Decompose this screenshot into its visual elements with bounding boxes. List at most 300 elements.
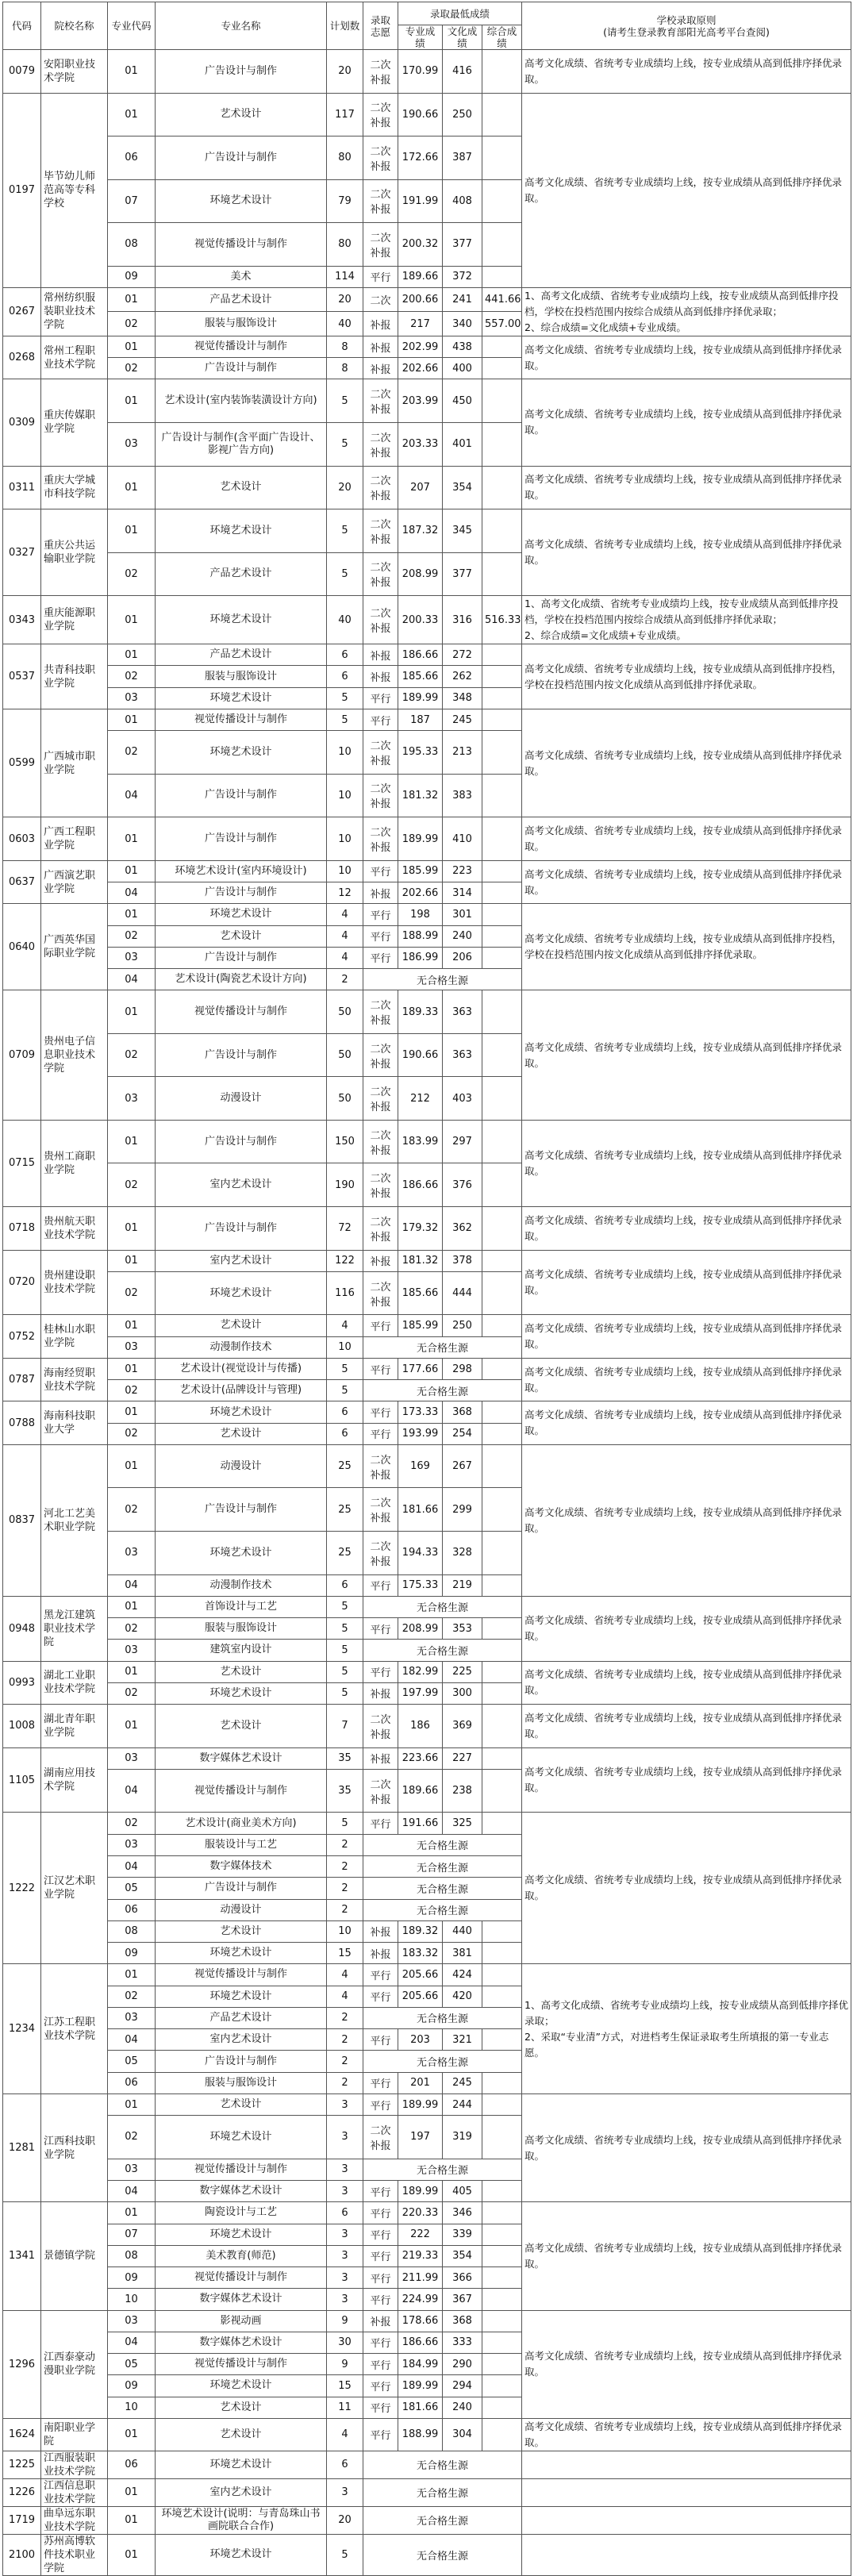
- admission-source: 平行: [363, 1964, 398, 1986]
- plan-count: 15: [327, 1943, 363, 1964]
- professional-score: 181.32: [398, 774, 443, 817]
- major-name: 室内艺术设计: [156, 1163, 327, 1207]
- professional-score: 185.66: [398, 666, 443, 687]
- admission-rule: 高考文化成绩、省统考专业成绩均上线，按专业成绩从高到低排序择优录取。: [522, 1747, 851, 1813]
- composite-score: [482, 2180, 522, 2201]
- cultural-score: 424: [443, 1964, 482, 1986]
- professional-score: 195.33: [398, 731, 443, 775]
- major-name: 环境艺术设计: [156, 1401, 327, 1423]
- professional-score: 188.99: [398, 2418, 443, 2451]
- composite-score: [482, 666, 522, 687]
- major-code: 02: [108, 1813, 156, 1834]
- plan-count: 5: [327, 1358, 363, 1379]
- major-name: 艺术设计: [156, 1661, 327, 1682]
- major-name: 艺术设计: [156, 1705, 327, 1748]
- major-code: 02: [108, 1488, 156, 1532]
- major-code: 04: [108, 2332, 156, 2353]
- plan-count: 2: [327, 2072, 363, 2093]
- admission-source: 平行: [363, 2354, 398, 2375]
- admission-rule: 高考文化成绩、省统考专业成绩均上线，按专业成绩从高到低排序投档，学校在投档范围内按文化成绩从高到低排序择优录取。: [522, 904, 851, 990]
- major-code: 01: [108, 336, 156, 357]
- plan-count: 10: [327, 1336, 363, 1358]
- plan-count: 3: [327, 2245, 363, 2266]
- major-name: 环境艺术设计: [156, 1682, 327, 1704]
- admission-source: 二次补报: [363, 179, 398, 223]
- school-code: 0079: [3, 50, 41, 94]
- major-name: 环境艺术设计: [156, 2116, 327, 2159]
- school-code: 0993: [3, 1661, 41, 1705]
- admission-rule: 1、高考文化成绩、省统考专业成绩均上线，按专业成绩从高到低排序投档，学校在投档范围内按综合成绩从高到低排序择优录取； 2、综合成绩=文化成绩+专业成绩。: [522, 596, 851, 644]
- plan-count: 2: [327, 969, 363, 990]
- major-name: 艺术设计: [156, 2093, 327, 2115]
- table-row: [3, 1661, 851, 1682]
- composite-score: [482, 990, 522, 1034]
- school-code: 1008: [3, 1705, 41, 1748]
- plan-count: 20: [327, 287, 363, 312]
- header-cultural: 文化成绩: [443, 25, 482, 50]
- composite-score: [482, 1964, 522, 1986]
- major-code: 02: [108, 1163, 156, 1207]
- table-row: [3, 2478, 851, 2506]
- major-code: 02: [108, 925, 156, 947]
- professional-score: 169: [398, 1444, 443, 1488]
- composite-score: [482, 1920, 522, 1942]
- composite-score: [482, 1423, 522, 1444]
- composite-score: [482, 817, 522, 861]
- major-code: 03: [108, 422, 156, 466]
- admission-source: 二次补报: [363, 1532, 398, 1575]
- table-row: [3, 2418, 851, 2451]
- header-code: 代码: [3, 2, 41, 50]
- table-row: [3, 1207, 851, 1251]
- admission-source: 平行: [363, 1315, 398, 1336]
- professional-score: 186.66: [398, 1163, 443, 1207]
- school-name: 苏州高博软件技术职业学院: [41, 2534, 108, 2575]
- cultural-score: 340: [443, 312, 482, 336]
- major-name: 数字媒体艺术设计: [156, 2332, 327, 2353]
- plan-count: 10: [327, 1920, 363, 1942]
- major-code: 02: [108, 1423, 156, 1444]
- school-name: 重庆公共运输职业学院: [41, 509, 108, 596]
- plan-count: 20: [327, 466, 363, 509]
- composite-score: [482, 1574, 522, 1596]
- plan-count: 116: [327, 1271, 363, 1315]
- plan-count: 6: [327, 2451, 363, 2478]
- professional-score: 198: [398, 904, 443, 925]
- admission-source: 平行: [363, 2245, 398, 2266]
- composite-score: [482, 1769, 522, 1813]
- composite-score: [482, 2418, 522, 2451]
- professional-score: 193.99: [398, 1423, 443, 1444]
- composite-score: [482, 552, 522, 596]
- plan-count: 3: [327, 2093, 363, 2115]
- composite-score: [482, 925, 522, 947]
- school-name: 贵州电子信息职业技术学院: [41, 990, 108, 1121]
- cultural-score: 345: [443, 509, 482, 553]
- admission-rule: [522, 2478, 851, 2506]
- major-name: 环境艺术设计: [156, 2375, 327, 2397]
- composite-score: [482, 2093, 522, 2115]
- cultural-score: 366: [443, 2267, 482, 2289]
- major-code: 01: [108, 1964, 156, 1986]
- major-code: 01: [108, 1401, 156, 1423]
- school-name: 安阳职业技术学院: [41, 50, 108, 94]
- professional-score: 222: [398, 2224, 443, 2245]
- school-name: 湖北工业职业技术学院: [41, 1661, 108, 1705]
- admission-rule: [522, 2506, 851, 2534]
- composite-score: [482, 1682, 522, 1704]
- professional-score: 200.33: [398, 596, 443, 644]
- school-name: 曲阜远东职业技术学院: [41, 2506, 108, 2534]
- major-name: 广告设计与制作: [156, 1207, 327, 1251]
- professional-score: 186.99: [398, 947, 443, 968]
- professional-score: 181.66: [398, 2397, 443, 2418]
- school-code: 1341: [3, 2202, 41, 2310]
- plan-count: 2: [327, 1878, 363, 1899]
- plan-count: 5: [327, 552, 363, 596]
- cultural-score: 227: [443, 1747, 482, 1769]
- admission-rule: 1、高考文化成绩、省统考专业成绩均上线，按专业成绩从高到低排序择优录取； 2、采取“专业清”方式，对进档考生保证录取考生所填报的第一专业志愿。: [522, 1964, 851, 2094]
- cultural-score: 372: [443, 266, 482, 287]
- major-name: 艺术设计: [156, 2397, 327, 2418]
- professional-score: 200.66: [398, 287, 443, 312]
- major-code: 02: [108, 666, 156, 687]
- major-name: 广告设计与制作: [156, 774, 327, 817]
- professional-score: 178.66: [398, 2310, 443, 2332]
- plan-count: 3: [327, 2267, 363, 2289]
- admission-source: 平行: [363, 925, 398, 947]
- composite-score: [482, 860, 522, 882]
- no-qualified-candidates: 无合格生源: [363, 2451, 522, 2478]
- professional-score: 189.66: [398, 1769, 443, 1813]
- major-code: 02: [108, 1271, 156, 1315]
- major-code: 04: [108, 1574, 156, 1596]
- plan-count: 4: [327, 925, 363, 947]
- admission-source: 平行: [363, 2397, 398, 2418]
- school-name: 共青科技职业学院: [41, 644, 108, 709]
- major-name: 环境艺术设计: [156, 1532, 327, 1575]
- major-name: 视觉传播设计与制作: [156, 2159, 327, 2180]
- major-name: 广告设计与制作: [156, 817, 327, 861]
- admission-source: 平行: [363, 2418, 398, 2451]
- admission-source: 二次补报: [363, 379, 398, 423]
- major-code: 01: [108, 2478, 156, 2506]
- table-row: [3, 990, 851, 1034]
- composite-score: [482, 466, 522, 509]
- school-code: 0537: [3, 644, 41, 709]
- cultural-score: 403: [443, 1077, 482, 1121]
- major-name: 服装与服饰设计: [156, 2072, 327, 2093]
- professional-score: 189.99: [398, 2093, 443, 2115]
- professional-score: 202.99: [398, 336, 443, 357]
- table-row: [3, 709, 851, 730]
- composite-score: [482, 2267, 522, 2289]
- admission-source: 补报: [363, 312, 398, 336]
- plan-count: 5: [327, 1380, 363, 1401]
- table-row: [3, 1358, 851, 1379]
- table-row: [3, 1813, 851, 1834]
- major-name: 首饰设计与工艺: [156, 1596, 327, 1617]
- school-name: 重庆能源职业学院: [41, 596, 108, 644]
- professional-score: 203.99: [398, 379, 443, 423]
- plan-count: 114: [327, 266, 363, 287]
- plan-count: 5: [327, 422, 363, 466]
- table-row: [3, 2534, 851, 2575]
- cultural-score: 354: [443, 466, 482, 509]
- composite-score: [482, 904, 522, 925]
- header-major: 专业名称: [156, 2, 327, 50]
- composite-score: [482, 1444, 522, 1488]
- admission-source: 二次补报: [363, 1077, 398, 1121]
- table-row: [3, 1401, 851, 1423]
- admission-source: 补报: [363, 336, 398, 357]
- composite-score: [482, 2245, 522, 2266]
- composite-score: [482, 2072, 522, 2093]
- cultural-score: 416: [443, 50, 482, 94]
- table-row: [3, 93, 851, 136]
- major-name: 服装与服饰设计: [156, 312, 327, 336]
- professional-score: 203.33: [398, 422, 443, 466]
- composite-score: [482, 774, 522, 817]
- header-plan: 计划数: [327, 2, 363, 50]
- major-code: 03: [108, 1077, 156, 1121]
- major-code: 02: [108, 358, 156, 379]
- professional-score: 200.32: [398, 223, 443, 267]
- major-name: 数字媒体艺术设计: [156, 2289, 327, 2310]
- major-name: 影视动画: [156, 2310, 327, 2332]
- plan-count: 6: [327, 1401, 363, 1423]
- school-name: 广西演艺职业学院: [41, 860, 108, 904]
- admission-source: 平行: [363, 266, 398, 287]
- cultural-score: 223: [443, 860, 482, 882]
- table-row: [3, 1705, 851, 1748]
- admission-rule: 高考文化成绩、省统考专业成绩均上线，按专业成绩从高到低排序择优录取。: [522, 990, 851, 1121]
- admission-rule: 高考文化成绩、省统考专业成绩均上线，按专业成绩从高到低排序择优录取。: [522, 2310, 851, 2418]
- table-row: [3, 596, 851, 644]
- no-qualified-candidates: 无合格生源: [363, 1878, 522, 1899]
- cultural-score: 348: [443, 687, 482, 709]
- plan-count: 79: [327, 179, 363, 223]
- plan-count: 2: [327, 2051, 363, 2072]
- cultural-score: 410: [443, 817, 482, 861]
- table-row: [3, 817, 851, 861]
- school-name: 海南经贸职业技术学院: [41, 1358, 108, 1401]
- professional-score: 223.66: [398, 1747, 443, 1769]
- plan-count: 3: [327, 2180, 363, 2201]
- school-name: 桂林山水职业学院: [41, 1315, 108, 1359]
- plan-count: 40: [327, 596, 363, 644]
- plan-count: 117: [327, 93, 363, 136]
- major-name: 服装与服饰设计: [156, 1618, 327, 1640]
- cultural-score: 401: [443, 422, 482, 466]
- professional-score: 201: [398, 2072, 443, 2093]
- cultural-score: 240: [443, 925, 482, 947]
- cultural-score: 298: [443, 1358, 482, 1379]
- admission-source: 二次补报: [363, 990, 398, 1034]
- admission-source: 平行: [363, 1574, 398, 1596]
- no-qualified-candidates: 无合格生源: [363, 1336, 522, 1358]
- header-row-1: [3, 2, 851, 25]
- composite-score: [482, 1747, 522, 1769]
- major-code: 01: [108, 1596, 156, 1617]
- admission-source: 补报: [363, 1682, 398, 1704]
- admission-source: 补报: [363, 1943, 398, 1964]
- cultural-score: 368: [443, 1401, 482, 1423]
- professional-score: 194.33: [398, 1532, 443, 1575]
- major-code: 02: [108, 731, 156, 775]
- major-name: 产品艺术设计: [156, 644, 327, 666]
- major-name: 陶瓷设计与工艺: [156, 2202, 327, 2224]
- major-code: 04: [108, 774, 156, 817]
- composite-score: [482, 1943, 522, 1964]
- major-code: 01: [108, 1120, 156, 1163]
- major-code: 01: [108, 287, 156, 312]
- plan-count: 35: [327, 1747, 363, 1769]
- admission-rule: [522, 2534, 851, 2575]
- plan-count: 5: [327, 1596, 363, 1617]
- admission-source: 二次补报: [363, 1207, 398, 1251]
- plan-count: 5: [327, 379, 363, 423]
- admission-source: 二次补报: [363, 2116, 398, 2159]
- professional-score: 190.66: [398, 1033, 443, 1077]
- major-code: 04: [108, 1855, 156, 1877]
- major-name: 广告设计与制作: [156, 2051, 327, 2072]
- major-code: 01: [108, 2418, 156, 2451]
- composite-score: [482, 1271, 522, 1315]
- admission-source: 二次补报: [363, 1705, 398, 1748]
- professional-score: 187.32: [398, 509, 443, 553]
- major-name: 环境艺术设计(说明：与青岛珠山书画院联合合作): [156, 2506, 327, 2534]
- admission-source: 二次补报: [363, 596, 398, 644]
- school-name: 江苏工程职业技术学院: [41, 1964, 108, 2094]
- school-code: 0343: [3, 596, 41, 644]
- major-name: 环境艺术设计: [156, 1271, 327, 1315]
- admission-source: 补报: [363, 1747, 398, 1769]
- major-name: 视觉传播设计与制作: [156, 2267, 327, 2289]
- major-name: 艺术设计(视觉设计与传播): [156, 1358, 327, 1379]
- admission-source: 二次补报: [363, 731, 398, 775]
- admission-source: 二次补报: [363, 1163, 398, 1207]
- school-code: 0718: [3, 1207, 41, 1251]
- major-code: 08: [108, 2245, 156, 2266]
- admission-rule: 高考文化成绩、省统考专业成绩均上线，按专业成绩从高到低排序择优录取。: [522, 1813, 851, 1964]
- major-code: 01: [108, 1661, 156, 1682]
- cultural-score: 383: [443, 774, 482, 817]
- admission-rule: 高考文化成绩、省统考专业成绩均上线，按专业成绩从高到低排序择优录取。: [522, 1315, 851, 1359]
- professional-score: 208.99: [398, 552, 443, 596]
- school-name: 南阳职业学院: [41, 2418, 108, 2451]
- major-name: 服装设计与工艺: [156, 1834, 327, 1855]
- plan-count: 6: [327, 2202, 363, 2224]
- major-name: 广告设计与制作: [156, 50, 327, 94]
- composite-score: [482, 50, 522, 94]
- major-code: 03: [108, 1747, 156, 1769]
- major-code: 03: [108, 1532, 156, 1575]
- professional-score: 183.32: [398, 1943, 443, 1964]
- cultural-score: 290: [443, 2354, 482, 2375]
- plan-count: 6: [327, 1574, 363, 1596]
- school-name: 常州工程职业技术学院: [41, 336, 108, 379]
- composite-score: [482, 422, 522, 466]
- major-name: 环境艺术设计(室内环境设计): [156, 860, 327, 882]
- major-name: 艺术设计: [156, 925, 327, 947]
- school-code: 0637: [3, 860, 41, 904]
- admission-rule: 高考文化成绩、省统考专业成绩均上线，按专业成绩从高到低排序择优录取。: [522, 2418, 851, 2451]
- admission-rule: 高考文化成绩、省统考专业成绩均上线，按专业成绩从高到低排序择优录取。: [522, 1401, 851, 1445]
- admission-rule: [522, 2451, 851, 2478]
- plan-count: 6: [327, 644, 363, 666]
- professional-score: 186.66: [398, 644, 443, 666]
- major-code: 04: [108, 2180, 156, 2201]
- major-code: 01: [108, 1315, 156, 1336]
- cultural-score: 354: [443, 2245, 482, 2266]
- school-code: 0311: [3, 466, 41, 509]
- major-code: 04: [108, 1769, 156, 1813]
- major-code: 03: [108, 2310, 156, 2332]
- school-name: 常州纺织服装职业技术学院: [41, 287, 108, 336]
- no-qualified-candidates: 无合格生源: [363, 1834, 522, 1855]
- major-name: 服装与服饰设计: [156, 666, 327, 687]
- table-row: [3, 644, 851, 666]
- admission-rule: 高考文化成绩、省统考专业成绩均上线，按专业成绩从高到低排序择优录取。: [522, 1444, 851, 1596]
- plan-count: 5: [327, 509, 363, 553]
- professional-score: 173.33: [398, 1401, 443, 1423]
- plan-count: 4: [327, 1986, 363, 2007]
- school-name: 江西服装职业技术学院: [41, 2451, 108, 2478]
- admission-source: 二次补报: [363, 1033, 398, 1077]
- professional-score: 187: [398, 709, 443, 730]
- major-code: 06: [108, 136, 156, 180]
- header-rule: 学校录取原则 (请考生登录教育部阳光高考平台查阅): [522, 2, 851, 50]
- school-name: 重庆大学城市科技学院: [41, 466, 108, 509]
- composite-score: [482, 2202, 522, 2224]
- admission-rule: 高考文化成绩、省统考专业成绩均上线，按专业成绩从高到低排序择优录取。: [522, 2202, 851, 2310]
- cultural-score: 444: [443, 1271, 482, 1315]
- major-name: 动漫设计: [156, 1899, 327, 1920]
- school-name: 江西泰豪动漫职业学院: [41, 2310, 108, 2418]
- major-code: 01: [108, 379, 156, 423]
- admission-rule: 高考文化成绩、省统考专业成绩均上线，按专业成绩从高到低排序择优录取。: [522, 379, 851, 466]
- plan-count: 20: [327, 50, 363, 94]
- plan-count: 2: [327, 1899, 363, 1920]
- major-code: 03: [108, 1640, 156, 1661]
- professional-score: 183.99: [398, 1120, 443, 1163]
- admission-source: 二次补报: [363, 50, 398, 94]
- professional-score: 186.66: [398, 2332, 443, 2353]
- plan-count: 25: [327, 1532, 363, 1575]
- cultural-score: 299: [443, 1488, 482, 1532]
- no-qualified-candidates: 无合格生源: [363, 2534, 522, 2575]
- composite-score: [482, 136, 522, 180]
- cultural-score: 254: [443, 1423, 482, 1444]
- major-code: 10: [108, 2289, 156, 2310]
- admission-source: 二次补报: [363, 774, 398, 817]
- cultural-score: 250: [443, 93, 482, 136]
- plan-count: 50: [327, 1033, 363, 1077]
- composite-score: [482, 709, 522, 730]
- table-body: [3, 50, 851, 2576]
- major-code: 01: [108, 904, 156, 925]
- composite-score: [482, 1532, 522, 1575]
- professional-score: 205.66: [398, 1986, 443, 2007]
- cultural-score: 238: [443, 1769, 482, 1813]
- admission-source: 补报: [363, 882, 398, 904]
- admission-source: 平行: [363, 2332, 398, 2353]
- admission-source: 补报: [363, 644, 398, 666]
- cultural-score: 339: [443, 2224, 482, 2245]
- table-row: [3, 860, 851, 882]
- school-code: 0720: [3, 1250, 41, 1315]
